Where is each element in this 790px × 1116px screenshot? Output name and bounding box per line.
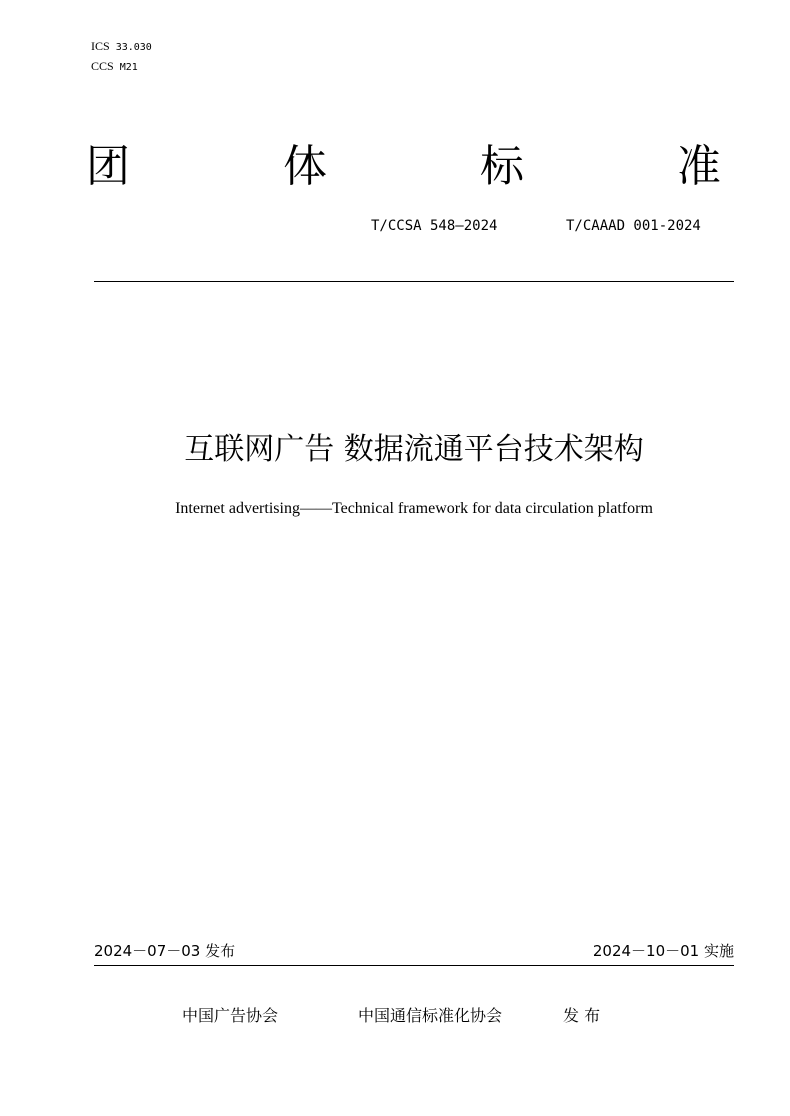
standard-type-char-2: 体 <box>283 141 327 192</box>
ccs-label: CCS <box>91 59 114 73</box>
ccs-line <box>91 59 138 75</box>
standard-type-char-1: 团 <box>86 141 130 192</box>
ics-line <box>91 39 152 55</box>
ccs-value: M21 <box>119 62 138 73</box>
ics-label: ICS <box>91 39 110 53</box>
publisher-1: 中国广告协会 <box>182 1006 279 1025</box>
implement-date: 2024－10－01 实施 <box>592 942 734 960</box>
document-title-en: Internet advertising——Technical framework for data circulation platform <box>175 500 653 517</box>
standard-code-caaad: T/CAAAD 001-2024 <box>566 218 701 234</box>
standard-code-ccsa: T/CCSA 548—2024 <box>371 218 498 234</box>
publish-date: 2024－07－03 发布 <box>94 942 236 960</box>
publish-action: 发 布 <box>563 1006 601 1025</box>
ics-value: 33.030 <box>115 42 152 53</box>
standard-type-char-4: 准 <box>677 141 721 192</box>
standard-type-char-3: 标 <box>480 141 524 192</box>
document-title-zh: 互联网广告 数据流通平台技术架构 <box>184 432 644 467</box>
publisher-2: 中国通信标准化协会 <box>358 1006 503 1025</box>
header-divider <box>94 281 734 282</box>
footer-divider <box>94 965 734 966</box>
